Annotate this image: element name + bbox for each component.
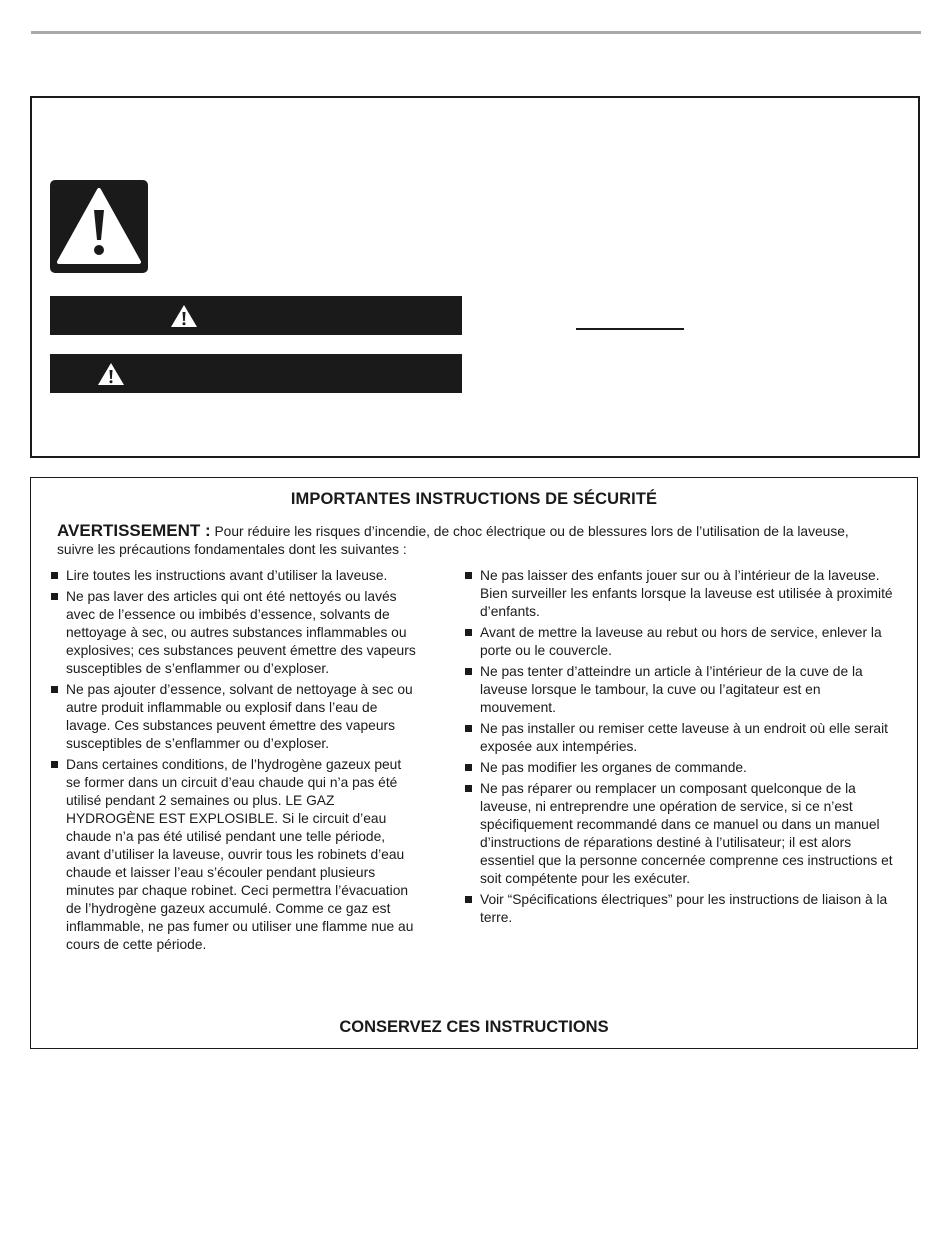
safety-instructions-box bbox=[30, 477, 918, 1049]
list-item-text: Ne pas ajouter d’essence, solvant de nettoyage à sec ou autre produit inflammable ou explosif dans l’eau de lavage. Ces substances peuvent émettre des vapeurs susceptibles de s’enflammer ou d’exploser. bbox=[66, 682, 413, 751]
safety-message-box bbox=[30, 96, 920, 458]
warning-triangle-icon bbox=[170, 304, 198, 333]
list-item-text: Ne pas laver des articles qui ont été nettoyés ou lavés avec de l’essence ou imbibés d’essence, solvants de nettoyage à sec, ou autres substances inflammables ou explosives; ces substances peuvent émettre des vapeurs susceptibles de s’enflammer ou d’exploser. bbox=[66, 589, 416, 676]
underline-rule bbox=[576, 328, 684, 330]
list-item-text: Avant de mettre la laveuse au rebut ou hors de service, enlever la porte ou le couvercle. bbox=[480, 625, 882, 658]
warning-intro bbox=[57, 522, 857, 559]
top-rule bbox=[31, 31, 921, 34]
list-item bbox=[51, 681, 417, 753]
square-bullet-icon bbox=[51, 593, 58, 600]
list-item-text: Lire toutes les instructions avant d’utiliser la laveuse. bbox=[66, 568, 388, 583]
list-item bbox=[51, 588, 417, 678]
warning-triangle-icon bbox=[97, 362, 125, 391]
list-item-text: Voir “Spécifications électriques” pour les instructions de liaison à la terre. bbox=[480, 892, 888, 925]
list-item-text: Dans certaines conditions, de l’hydrogène gazeux peut se former dans un circuit d’eau chaude qui n’a pas été utilisé pendant 2 semaines ou plus. LE GAZ HYDROGÈNE EST EXPLOSIBLE. Si le circuit d’eau chaude n’a pas été utilisé pendant une telle période, avant d’utiliser la laveuse, ouvrir tous les robinets d’eau chaude et laisser l’eau s’écouler pendant plusieurs minutes par chaque robinet. Ceci permettra l’évacuation de l’hydrogène gazeux accumulé. Comme ce gaz est inflammable, ne pas fumer ou utiliser une flamme nue au cours de cette période. bbox=[66, 757, 414, 952]
list-item bbox=[51, 567, 417, 585]
list-item bbox=[465, 624, 899, 660]
square-bullet-icon bbox=[51, 686, 58, 693]
warning-signal-bar bbox=[50, 354, 462, 393]
danger-signal-bar bbox=[50, 296, 462, 335]
list-item bbox=[465, 891, 899, 927]
right-instruction-list bbox=[465, 567, 899, 930]
square-bullet-icon bbox=[465, 668, 472, 675]
warning-intro-text: Pour réduire les risques d’incendie, de choc électrique ou de blessures lors de l’utilisation de la laveuse, suivre les précautions fondamentales dont les suivantes : bbox=[57, 524, 849, 557]
list-item bbox=[465, 720, 899, 756]
square-bullet-icon bbox=[465, 572, 472, 579]
warning-intro-lead: AVERTISSEMENT : bbox=[57, 521, 211, 540]
list-item bbox=[465, 663, 899, 717]
list-item-text: Ne pas installer ou remiser cette laveuse à un endroit où elle serait exposée aux intempéries. bbox=[480, 721, 888, 754]
left-instruction-list bbox=[51, 567, 417, 957]
list-item bbox=[51, 756, 417, 954]
square-bullet-icon bbox=[465, 764, 472, 771]
square-bullet-icon bbox=[465, 629, 472, 636]
instructions-title: IMPORTANTES INSTRUCTIONS DE SÉCURITÉ bbox=[290, 490, 658, 508]
square-bullet-icon bbox=[51, 572, 58, 579]
square-bullet-icon bbox=[465, 896, 472, 903]
safety-alert-icon bbox=[50, 180, 148, 273]
square-bullet-icon bbox=[465, 725, 472, 732]
list-item-text: Ne pas modifier les organes de commande. bbox=[480, 760, 747, 775]
list-item bbox=[465, 567, 899, 621]
save-instructions-footer: CONSERVEZ CES INSTRUCTIONS bbox=[339, 1018, 609, 1036]
list-item-text: Ne pas laisser des enfants jouer sur ou à l’intérieur de la laveuse. Bien surveiller les enfants lorsque la laveuse est utilisée à proximité d’enfants. bbox=[480, 568, 893, 619]
list-item bbox=[465, 780, 899, 888]
list-item-text: Ne pas réparer ou remplacer un composant quelconque de la laveuse, ni entreprendre une opération de service, si ce n’est spécifiquement recommandé dans ce manuel ou dans un manuel d’instructions de réparations destiné à l’utilisateur; il est alors essentiel que la personne concernée comprenne ces instructions et soit compétente pour les exécuter. bbox=[480, 781, 893, 886]
square-bullet-icon bbox=[465, 785, 472, 792]
square-bullet-icon bbox=[51, 761, 58, 768]
list-item-text: Ne pas tenter d’atteindre un article à l’intérieur de la cuve de la laveuse lorsque le tambour, la cuve ou l’agitateur est en mouvement. bbox=[480, 664, 863, 715]
list-item bbox=[465, 759, 899, 777]
